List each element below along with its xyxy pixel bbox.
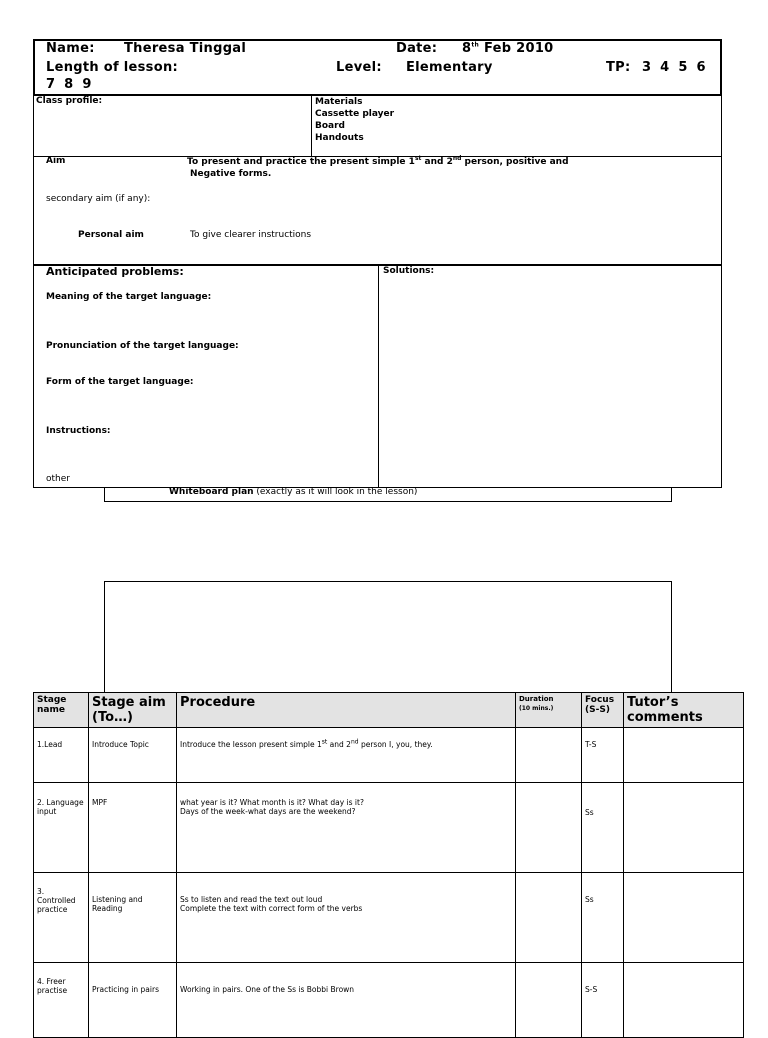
material-item: Cassette player — [315, 109, 395, 119]
cell-comments — [624, 783, 744, 873]
other-label: other — [46, 474, 70, 484]
cell-duration — [516, 728, 582, 783]
instructions-label: Instructions: — [46, 426, 111, 436]
name-label: Name: — [46, 41, 95, 56]
solutions-label: Solutions: — [383, 266, 435, 276]
cell-procedure — [177, 728, 516, 783]
date-value — [462, 41, 554, 56]
header-stage-name: Stage name — [34, 693, 89, 728]
personal-aim-value: To give clearer instructions — [190, 230, 312, 240]
procedure-sup-a: st — [321, 738, 328, 746]
cell-stage: 1.Lead — [34, 728, 89, 783]
tp-label: TP: — [606, 60, 631, 75]
header-focus: Focus (S-S) — [582, 693, 624, 728]
table-header-row — [34, 693, 744, 728]
table-row — [34, 963, 744, 1038]
material-item: Board — [315, 121, 345, 131]
problems-divider — [378, 265, 379, 488]
whiteboard-area — [104, 581, 672, 693]
anticipated-label: Anticipated problems: — [46, 265, 184, 278]
header-stage-aim: Stage aim (To…) — [89, 693, 177, 728]
aim-line2: Negative forms. — [190, 169, 272, 179]
length-label: Length of lesson: — [46, 60, 179, 75]
whiteboard-title-bold: Whiteboard plan — [169, 487, 254, 497]
cell-stage: 3. Controlled practice — [34, 873, 89, 963]
table-row — [34, 873, 744, 963]
date-label: Date: — [396, 41, 438, 56]
cell-duration — [516, 783, 582, 873]
table-row — [34, 783, 744, 873]
cell-stage: 4. Freer practise — [34, 963, 89, 1038]
cell-aim: Practicing in pairs — [89, 963, 177, 1038]
header-duration — [516, 693, 582, 728]
procedure-part-a: Introduce the lesson present simple 1 — [180, 740, 322, 749]
cell-duration — [516, 873, 582, 963]
aim-sup2: nd — [452, 155, 462, 162]
tp-values-line1: 3 4 5 6 — [642, 60, 706, 75]
cell-focus: Ss — [582, 873, 624, 963]
header-tutor-comments: Tutor’s comments — [624, 693, 744, 728]
meaning-label: Meaning of the target language: — [46, 292, 212, 302]
date-day: 8 — [462, 41, 472, 56]
cell-procedure — [177, 873, 516, 963]
cell-aim: Introduce Topic — [89, 728, 177, 783]
materials-block — [315, 96, 394, 144]
procedure-line: Complete the text with correct form of the verbs — [180, 904, 363, 913]
name-value: Theresa Tinggal — [124, 41, 247, 56]
aim-part1: To present and practice the present simple 1 — [187, 157, 415, 167]
profile-divider — [311, 95, 312, 157]
cell-comments — [624, 728, 744, 783]
procedure-sup-b: nd — [350, 738, 359, 746]
aim-label: Aim — [46, 156, 66, 166]
date-sup: th — [471, 41, 480, 49]
aim-part2: and 2 — [421, 157, 453, 167]
header-duration-label: Duration — [519, 695, 554, 703]
aim-sup1: st — [414, 155, 422, 162]
cell-procedure: Working in pairs. One of the Ss is Bobbi Brown — [177, 963, 516, 1038]
cell-stage: 2. Language input — [34, 783, 89, 873]
whiteboard-note: (exactly as it will look in the lesson) — [256, 487, 418, 497]
procedure-line: what year is it? What month is it? What day is it? — [180, 798, 364, 807]
aim-part3: person, positive and — [461, 157, 569, 167]
cell-focus: S-S — [582, 963, 624, 1038]
cell-duration — [516, 963, 582, 1038]
cell-aim: MPF — [89, 783, 177, 873]
aim-text — [187, 156, 569, 180]
level-label: Level: — [336, 60, 382, 75]
procedure-part-c: person I, you, they. — [358, 740, 433, 749]
procedure-line: Ss to listen and read the text out loud — [180, 895, 323, 904]
cell-focus: T-S — [582, 728, 624, 783]
date-rest: Feb 2010 — [483, 41, 554, 56]
cell-procedure — [177, 783, 516, 873]
personal-aim-label: Personal aim — [78, 230, 144, 240]
level-value: Elementary — [406, 60, 493, 75]
tp-values-line2: 7 8 9 — [46, 77, 92, 92]
cell-comments — [624, 963, 744, 1038]
table-row — [34, 728, 744, 783]
secondary-aim-label: secondary aim (if any): — [46, 194, 151, 204]
header-procedure: Procedure — [177, 693, 516, 728]
pronunciation-label: Pronunciation of the target language: — [46, 341, 239, 351]
header-duration-note: (10 mins.) — [519, 705, 554, 712]
procedure-line: Days of the week-what days are the weekend? — [180, 807, 356, 816]
cell-aim: Listening and Reading — [89, 873, 177, 963]
form-label: Form of the target language: — [46, 377, 194, 387]
cell-comments — [624, 873, 744, 963]
material-item: Handouts — [315, 133, 364, 143]
procedure-table — [33, 692, 744, 1038]
whiteboard-title — [169, 487, 417, 497]
materials-label: Materials — [315, 97, 363, 107]
class-profile-label: Class profile: — [36, 96, 103, 106]
cell-focus: Ss — [582, 783, 624, 873]
procedure-part-b: and 2 — [327, 740, 351, 749]
